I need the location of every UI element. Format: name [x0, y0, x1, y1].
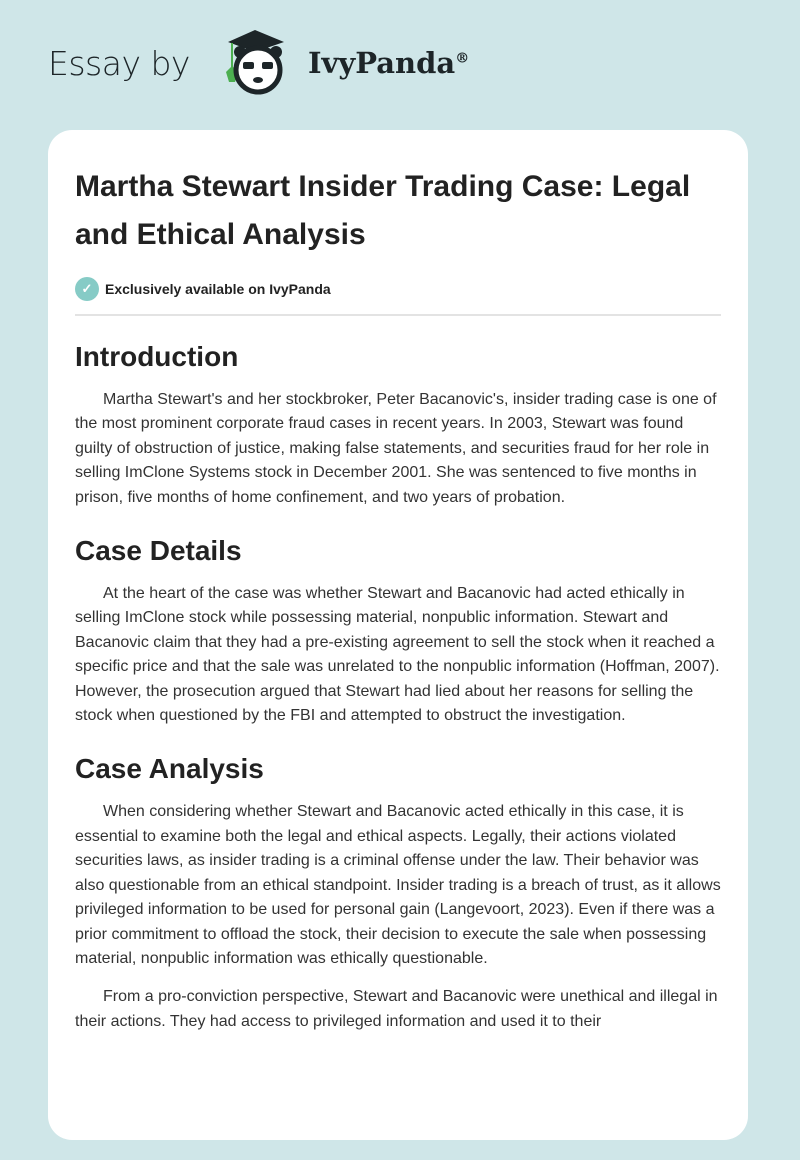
site-header — [48, 28, 469, 98]
essay-card — [48, 130, 748, 1140]
paragraph: When considering whether Stewart and Bacanovic acted ethically in this case, it is essential to examine both the legal and ethical aspects. Legally, their actions violated securities laws, as insider trading is a criminal offense under the law. Their behavior was also questionable from an ethical standpoint. Insider trading is a breach of trust, as it allows privileged information to be used for personal gain (Langevoort, 2023). Even if there was a prior commitment to offload the stock, their decision to execute the sale when possessing material, nonpublic information was ethically questionable. — [75, 803, 721, 967]
brand-name[interactable] — [308, 46, 469, 80]
section-heading: Case Details — [75, 535, 242, 567]
check-icon: ✓ — [75, 277, 99, 301]
exclusive-badge — [75, 277, 721, 316]
section-heading: Case Analysis — [75, 753, 264, 785]
paragraph: At the heart of the case was whether Stewart and Bacanovic had acted ethically in selling ImClone stock while possessing material, nonpublic information. Stewart and Bacanovic claim that they had a pre-existing agreement to sell the stock when it reached a specific price and that the sale was unrelated to the nonpublic information (Hoffman, 2007). However, the prosecution argued that Stewart had lied about her reasons for selling the stock when questioned by the FBI and attempted to obstruct the investigation. — [75, 585, 720, 725]
registered-mark: ® — [455, 50, 470, 67]
paragraph: Martha Stewart's and her stockbroker, Peter Bacanovic's, insider trading case is one of the most prominent corporate fraud cases in recent years. In 2003, Stewart was found guilty of obstruction of justice, making false statements, and securities fraud for her role in selling ImClone Systems stock in December 2001. She was sentenced to five months in prison, five months of home confinement, and two years of probation. — [75, 391, 717, 506]
essay-title: Martha Stewart Insider Trading Case: Legal and Ethical Analysis — [75, 170, 691, 251]
section-heading: Introduction — [75, 341, 239, 372]
brand-text: IvyPanda — [307, 46, 456, 80]
badge-text: Exclusively available on IvyPanda — [105, 281, 331, 297]
panda-logo-icon[interactable] — [210, 28, 300, 98]
paragraph: From a pro-conviction perspective, Stewart and Bacanovic were unethical and illegal in their actions. They had access to privileged information and used it to their — [75, 988, 718, 1030]
essay-by-label: Essay by — [48, 43, 190, 83]
